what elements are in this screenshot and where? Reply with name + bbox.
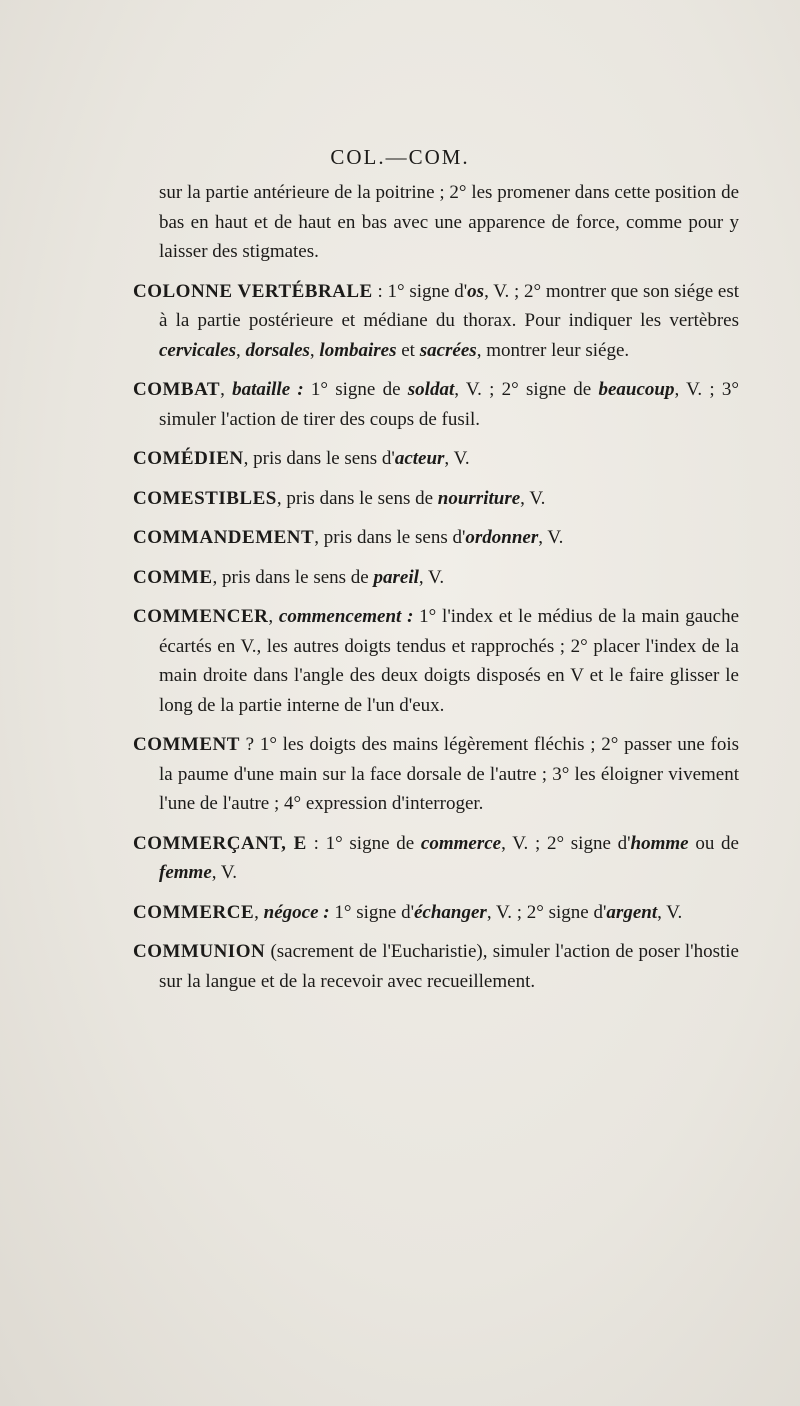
- entry-reference: négoce :: [263, 901, 330, 923]
- entry-reference: soldat: [407, 379, 455, 400]
- entry-headword: COMMENCER: [133, 606, 269, 627]
- entry-text: ,: [268, 606, 279, 627]
- entry-comment: [133, 730, 739, 819]
- entry-text: , V. ; 2° signe d': [486, 901, 607, 923]
- entry-text: 1° l'index et le médius de la main gauche écartés en V., les autres doigts tendus et rapprochés ; 2° placer l'index de la main droite dans l'angle des deux doigts disposés en V et le faire glisser le long de la partie interne de l'un d'eux.: [159, 606, 740, 716]
- entry-reference: commerce: [420, 832, 502, 854]
- entry-text: sur la partie antérieure de la poitrine ; 2° les promener dans cette position de bas en haut et de haut en bas avec une apparence de force, comme pour y laisser des stigmates.: [159, 182, 739, 262]
- entry-text: , pris dans le sens d': [314, 527, 466, 548]
- entry-reference: acteur: [394, 448, 445, 469]
- entry-text: ou de: [688, 832, 739, 854]
- entry-commencer: [133, 602, 739, 720]
- entry-comme: [133, 563, 739, 593]
- entry-reference: beaucoup: [598, 379, 675, 400]
- entry-text: , V. ; 2° montrer que son siége est à la partie postérieure et médiane du thorax. Pour indiquer les vertèbres: [159, 280, 739, 331]
- entry-headword: COMBAT: [133, 379, 221, 400]
- entry-combat: [133, 375, 739, 434]
- entry-comedien: [133, 444, 739, 474]
- entry-commerce: [133, 898, 739, 928]
- entry-headword: COMMENT: [133, 734, 240, 755]
- entry-reference: échanger: [414, 901, 487, 923]
- entry-reference: os: [467, 280, 485, 302]
- entry-text: ,: [309, 339, 320, 361]
- entry-text: , V.: [211, 862, 237, 883]
- entry-text: , pris dans le sens de: [276, 487, 438, 509]
- entry-headword: COMMERCE: [133, 901, 255, 923]
- entry-text: 1° signe de: [303, 379, 408, 400]
- entry-text: , pris dans le sens d': [243, 448, 395, 469]
- entry-text: et: [396, 339, 420, 361]
- entry-text: ,: [254, 901, 264, 923]
- entry-text: , V. ; 2° signe de: [454, 379, 599, 400]
- running-head: COL.—COM.: [330, 145, 470, 169]
- entry-text: , V.: [538, 527, 564, 548]
- entry-text: , V.: [444, 448, 470, 469]
- entry-text: , V. ; 2° signe d': [501, 832, 631, 854]
- entry-reference: pareil: [373, 566, 419, 588]
- entry-reference: sacrées: [419, 339, 477, 361]
- entry-text: , V. ; 3° simuler l'action de tirer des coups de fusil.: [159, 379, 739, 430]
- entry-reference: homme: [630, 832, 689, 854]
- entry-text: , montrer leur siége.: [476, 339, 630, 361]
- entry-text: , V.: [418, 566, 445, 588]
- entry-text: ,: [220, 379, 233, 400]
- entry-reference: bataille :: [232, 379, 304, 400]
- entry-text: ? 1° les doigts des mains légèrement fléchis ; 2° passer une fois la paume d'une main sur la face dorsale de l'autre ; 3° les éloigner vivement l'une de l'autre ; 4° expression d'interroger.: [159, 734, 739, 814]
- entry-reference: lombaires: [319, 339, 397, 361]
- entry-text: (sacrement de l'Eucharistie), simuler l'action de poser l'hostie sur la langue et de la recevoir avec recueillement.: [159, 941, 739, 992]
- entry-headword: COLONNE VERTÉBRALE: [133, 280, 373, 302]
- entry-reference: cervicales: [159, 339, 237, 361]
- entry-text: , V.: [520, 487, 546, 509]
- entry-text: ,: [236, 339, 246, 361]
- entry-text: : 1° signe de: [306, 832, 421, 854]
- page-body: [133, 178, 739, 1006]
- entry-headword: COMMUNION: [133, 941, 266, 962]
- entry-text: 1° signe d': [329, 901, 414, 923]
- entry-communion: [133, 937, 739, 996]
- entry-reference: ordonner: [465, 527, 539, 548]
- entry-reference: dorsales: [245, 339, 310, 361]
- entry-reference: commencement :: [278, 606, 414, 627]
- entry-headword: COMESTIBLES: [133, 487, 277, 509]
- entry-headword: COMMANDEMENT: [133, 527, 315, 548]
- entry-continuation: [133, 178, 739, 267]
- entry-headword: COMÉDIEN: [133, 448, 244, 469]
- entry-commercant: [133, 829, 739, 888]
- entry-headword: COMMERÇANT, E: [133, 832, 307, 854]
- entry-comestibles: [133, 484, 739, 514]
- entry-headword: COMME: [133, 566, 213, 588]
- entry-commandement: [133, 523, 739, 553]
- entry-text: , pris dans le sens de: [212, 566, 374, 588]
- entry-text: : 1° signe d': [372, 280, 468, 302]
- entry-text: , V.: [657, 901, 683, 923]
- entry-colonne-vertebrale: [133, 277, 739, 366]
- entry-reference: femme: [159, 862, 212, 883]
- entry-reference: nourriture: [437, 487, 521, 509]
- entry-reference: argent: [606, 901, 658, 923]
